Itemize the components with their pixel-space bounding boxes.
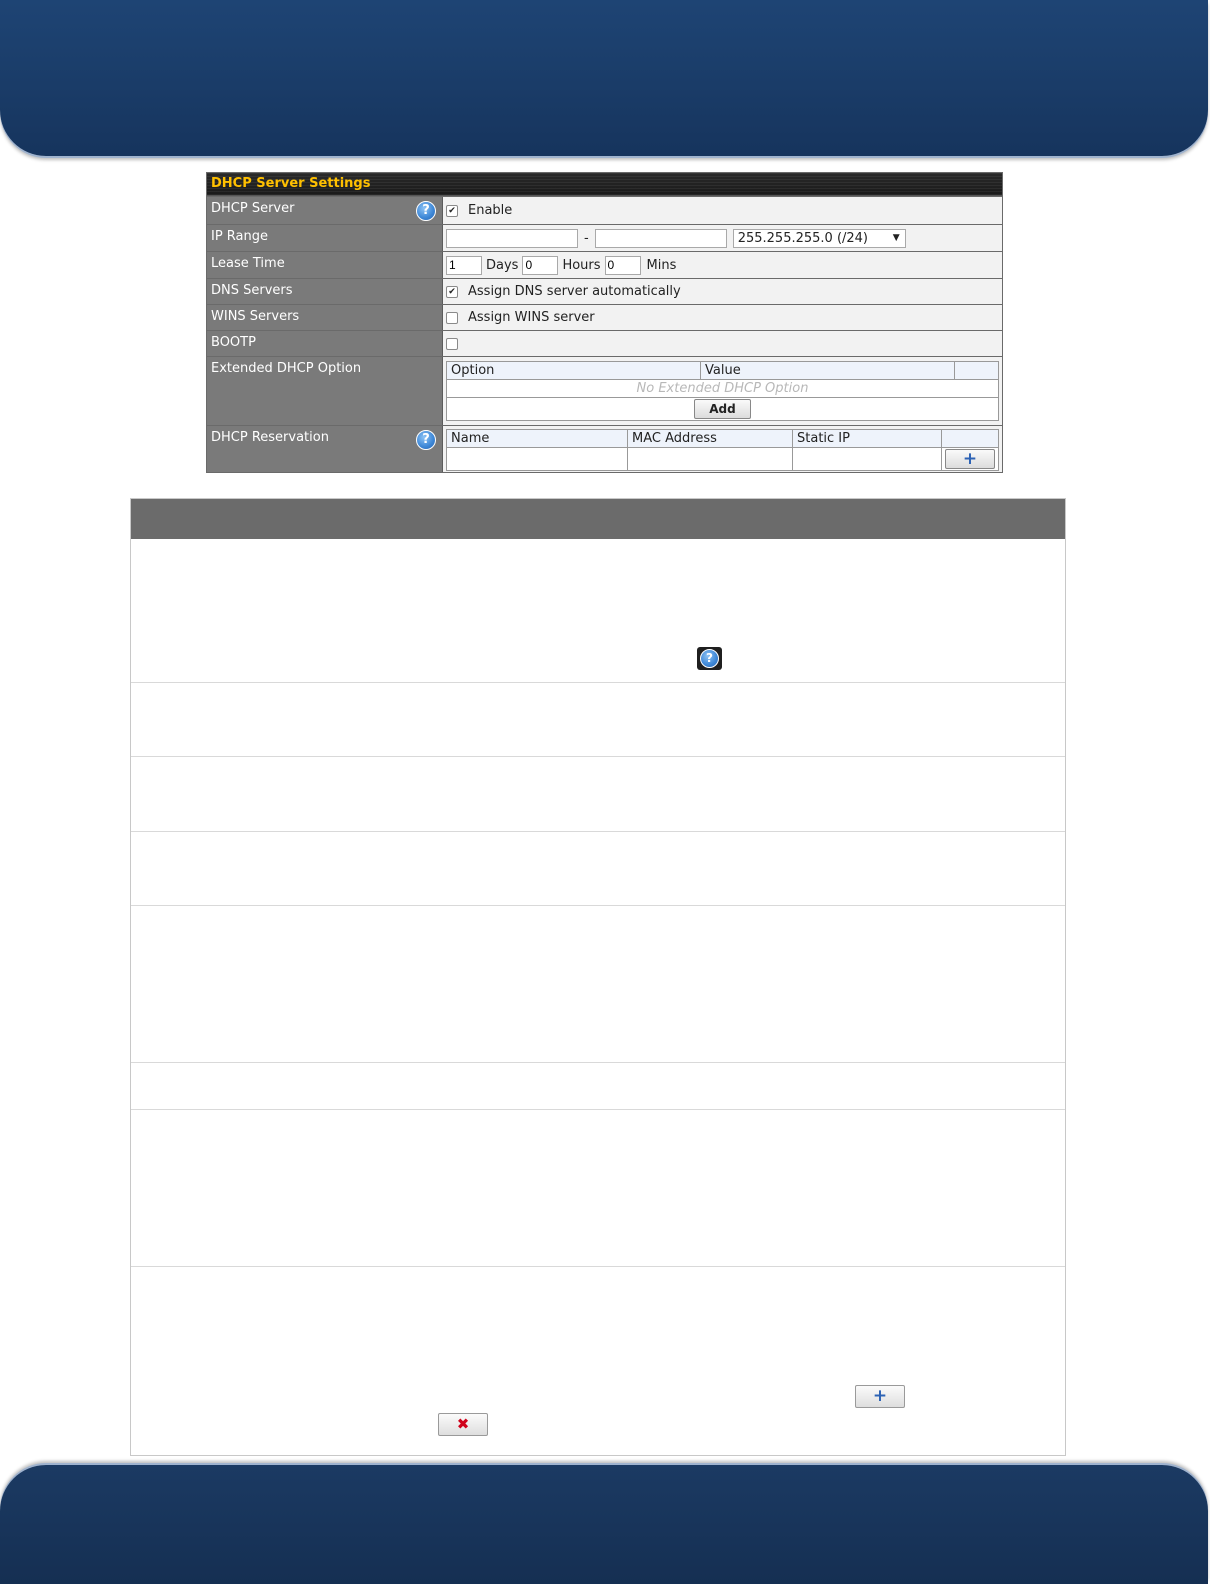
- footer-banner: [0, 1465, 1208, 1584]
- dhcp-enable-label: Enable: [468, 203, 513, 218]
- description-row: [131, 1063, 1065, 1110]
- reservation-ip-cell[interactable]: [793, 448, 942, 471]
- reservation-name-cell[interactable]: [447, 448, 628, 471]
- description-row: [131, 757, 1065, 832]
- ip-range-end-input[interactable]: [595, 229, 727, 248]
- lease-hours-label: Hours: [562, 257, 601, 273]
- row-extended-dhcp-option: [207, 356, 1002, 425]
- dns-auto-checkbox[interactable]: ✔: [446, 286, 458, 298]
- row-ip-range: [207, 224, 1002, 251]
- extended-option-table: [446, 361, 999, 421]
- description-row: [131, 832, 1065, 906]
- delete-icon: ✖: [438, 1413, 488, 1436]
- description-table: [130, 498, 1066, 1456]
- column-header-option: Option: [447, 362, 701, 380]
- description-table-header: [131, 499, 1065, 539]
- label-dhcp-server: DHCP Server: [211, 201, 295, 216]
- row-dhcp-server: [207, 196, 1002, 224]
- dhcp-enable-checkbox[interactable]: ✔: [446, 205, 458, 217]
- description-row: [131, 1110, 1065, 1267]
- reservation-mac-cell[interactable]: [628, 448, 793, 471]
- description-row: [131, 539, 1065, 683]
- lease-hours-input[interactable]: [522, 256, 558, 275]
- subnet-select-value: 255.255.255.0 (/24): [737, 230, 869, 246]
- reservation-table: [446, 429, 999, 471]
- label-wins-servers: WINS Servers: [211, 309, 300, 324]
- dns-auto-label: Assign DNS server automatically: [468, 284, 681, 299]
- plus-icon: +: [962, 449, 978, 469]
- lease-days-input[interactable]: [446, 256, 482, 275]
- label-bootp: BOOTP: [211, 335, 256, 350]
- add-reservation-button[interactable]: [945, 449, 995, 469]
- dropdown-arrow-icon: ▼: [892, 232, 900, 243]
- help-icon: ?: [697, 647, 722, 670]
- lease-days-label: Days: [486, 257, 519, 273]
- row-lease-time: [207, 251, 1002, 278]
- lease-mins-input[interactable]: [605, 256, 641, 275]
- description-row: [131, 1267, 1065, 1457]
- panel-title: DHCP Server Settings: [207, 173, 1002, 196]
- subnet-select[interactable]: [733, 229, 906, 248]
- row-dhcp-reservation: [207, 425, 1002, 472]
- ip-range-start-input[interactable]: [446, 229, 578, 248]
- ip-range-separator: -: [584, 230, 589, 246]
- wins-checkbox[interactable]: [446, 312, 458, 324]
- column-header-value: Value: [701, 362, 955, 380]
- dhcp-server-settings-panel: [206, 172, 1003, 473]
- label-ip-range: IP Range: [211, 229, 269, 244]
- label-lease-time: Lease Time: [211, 256, 285, 271]
- description-row: [131, 683, 1065, 757]
- row-bootp: [207, 330, 1002, 356]
- column-header-mac-address: MAC Address: [628, 430, 793, 448]
- extended-option-empty-text: No Extended DHCP Option: [447, 380, 999, 398]
- add-extended-option-button[interactable]: Add: [694, 399, 750, 419]
- label-extended-dhcp-option: Extended DHCP Option: [211, 361, 362, 376]
- description-row: [131, 906, 1065, 1063]
- row-dns-servers: [207, 278, 1002, 304]
- help-icon[interactable]: ?: [416, 430, 436, 450]
- plus-icon: +: [855, 1385, 905, 1408]
- row-wins-servers: [207, 304, 1002, 330]
- label-dhcp-reservation: DHCP Reservation: [211, 430, 329, 445]
- help-icon[interactable]: ?: [416, 201, 436, 221]
- bootp-checkbox[interactable]: [446, 338, 458, 350]
- lease-mins-label: Mins: [646, 257, 677, 273]
- wins-label: Assign WINS server: [468, 310, 595, 325]
- header-banner: [0, 0, 1208, 156]
- column-header-name: Name: [447, 430, 628, 448]
- label-dns-servers: DNS Servers: [211, 283, 293, 298]
- column-header-static-ip: Static IP: [793, 430, 942, 448]
